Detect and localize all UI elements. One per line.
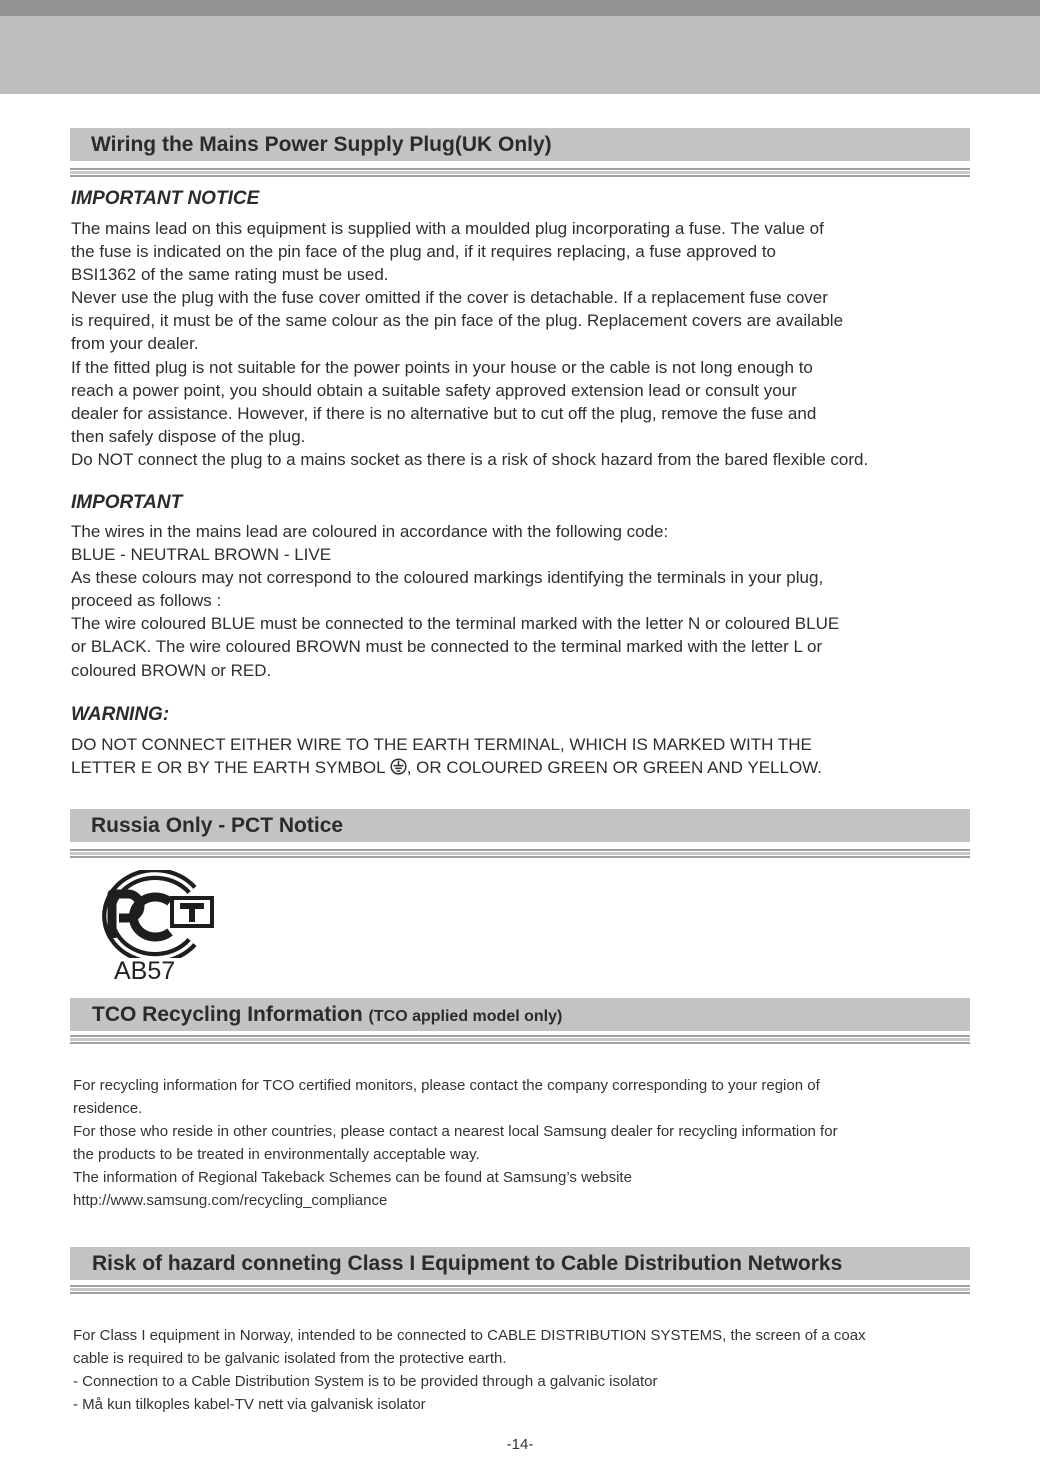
section-title-main: TCO Recycling Information bbox=[92, 1003, 363, 1026]
text-line: residence. bbox=[73, 1100, 143, 1118]
header-top-strip bbox=[0, 0, 1040, 16]
text-line: - Connection to a Cable Distribution System is to be provided through a galvanic isolator bbox=[73, 1373, 658, 1391]
hazard-text bbox=[73, 1324, 866, 1416]
warning-heading: WARNING: bbox=[71, 704, 170, 725]
text-line: proceed as follows : bbox=[71, 591, 222, 611]
page-header-band bbox=[0, 0, 1040, 94]
text-line: the fuse is indicated on the pin face of the plug and, if it requires replacing, a fuse approved to bbox=[71, 242, 777, 262]
text-line: For recycling information for TCO certified monitors, please contact the company corresponding to your region of bbox=[73, 1077, 820, 1094]
warning-text-before-symbol: LETTER E OR BY THE EARTH SYMBOL bbox=[71, 758, 390, 778]
text-line: reach a power point, you should obtain a suitable safety approved extension lead or consult your bbox=[71, 380, 797, 400]
text-line: DO NOT CONNECT EITHER WIRE TO THE EARTH TERMINAL, WHICH IS MARKED WITH THE bbox=[71, 735, 812, 754]
important-heading: IMPORTANT bbox=[71, 492, 183, 513]
earth-ground-icon bbox=[390, 758, 407, 781]
recycling-url: http://www.samsung.com/recycling_compliance bbox=[73, 1192, 388, 1210]
pct-certification-logo bbox=[88, 870, 218, 958]
section-divider bbox=[70, 1285, 970, 1294]
section-header-russia-pct bbox=[70, 809, 970, 842]
text-line: The wires in the mains lead are coloured in accordance with the following code: bbox=[71, 522, 669, 541]
section-header-uk-wiring bbox=[70, 128, 970, 161]
warning-text bbox=[71, 733, 822, 779]
text-line: For those who reside in other countries, please contact a nearest local Samsung dealer for recycling information for bbox=[73, 1123, 838, 1141]
text-line: the products to be treated in environmentally acceptable way. bbox=[73, 1146, 480, 1164]
text-line: BLUE - NEUTRAL BROWN - LIVE bbox=[71, 545, 332, 565]
important-notice-heading: IMPORTANT NOTICE bbox=[71, 188, 260, 209]
text-line: If the fitted plug is not suitable for the power points in your house or the cable is not long enough to bbox=[71, 357, 813, 377]
text-line: Never use the plug with the fuse cover omitted if the cover is detachable. If a replacement fuse cover bbox=[71, 288, 828, 308]
section-title: Risk of hazard conneting Class I Equipment to Cable Distribution Networks bbox=[92, 1252, 843, 1275]
page-number: -14- bbox=[506, 1436, 534, 1453]
text-line bbox=[71, 756, 822, 779]
text-line: then safely dispose of the plug. bbox=[71, 426, 306, 446]
text-line: For Class I equipment in Norway, intended to be connected to CABLE DISTRIBUTION SYSTEMS, the screen of a coax bbox=[73, 1327, 866, 1344]
text-line: As these colours may not correspond to the coloured markings identifying the terminals in your plug, bbox=[71, 568, 824, 588]
text-line: coloured BROWN or RED. bbox=[71, 660, 272, 680]
text-line: BSI1362 of the same rating must be used. bbox=[71, 265, 389, 285]
text-line: from your dealer. bbox=[71, 334, 199, 354]
tco-recycling-text bbox=[73, 1074, 838, 1213]
text-line: cable is required to be galvanic isolated from the protective earth. bbox=[73, 1350, 507, 1368]
text-line: Do NOT connect the plug to a mains socket as there is a risk of shock hazard from the bared flexible cord. bbox=[71, 449, 869, 469]
text-line: The wire coloured BLUE must be connected to the terminal marked with the letter N or coloured BLUE bbox=[71, 614, 840, 634]
text-line: - Må kun tilkoples kabel-TV nett via galvanisk isolator bbox=[73, 1396, 426, 1414]
section-header-tco-recycling bbox=[70, 998, 970, 1031]
text-line: dealer for assistance. However, if there is no alternative but to cut off the plug, remove the fuse and bbox=[71, 403, 817, 423]
section-divider bbox=[70, 1035, 970, 1044]
section-divider bbox=[70, 849, 970, 858]
section-header-hazard-class-i bbox=[70, 1247, 970, 1280]
section-title: Russia Only - PCT Notice bbox=[91, 814, 344, 837]
section-title: Wiring the Mains Power Supply Plug(UK Only) bbox=[91, 133, 552, 156]
text-line: is required, it must be of the same colour as the pin face of the plug. Replacement covers are available bbox=[71, 311, 844, 331]
text-line: or BLACK. The wire coloured BROWN must be connected to the terminal marked with the letter L or bbox=[71, 637, 823, 657]
important-notice-text bbox=[71, 217, 868, 471]
section-title bbox=[92, 1003, 562, 1027]
section-title-subtitle: (TCO applied model only) bbox=[368, 1008, 563, 1025]
pct-logo-code: AB57 bbox=[114, 957, 176, 985]
important-text bbox=[71, 520, 839, 682]
text-line: The mains lead on this equipment is supplied with a moulded plug incorporating a fuse. The value of bbox=[71, 219, 824, 238]
text-line: The information of Regional Takeback Schemes can be found at Samsung’s website bbox=[73, 1169, 632, 1187]
section-divider bbox=[70, 168, 970, 177]
warning-text-after-symbol: , OR COLOURED GREEN OR GREEN AND YELLOW. bbox=[406, 758, 823, 778]
